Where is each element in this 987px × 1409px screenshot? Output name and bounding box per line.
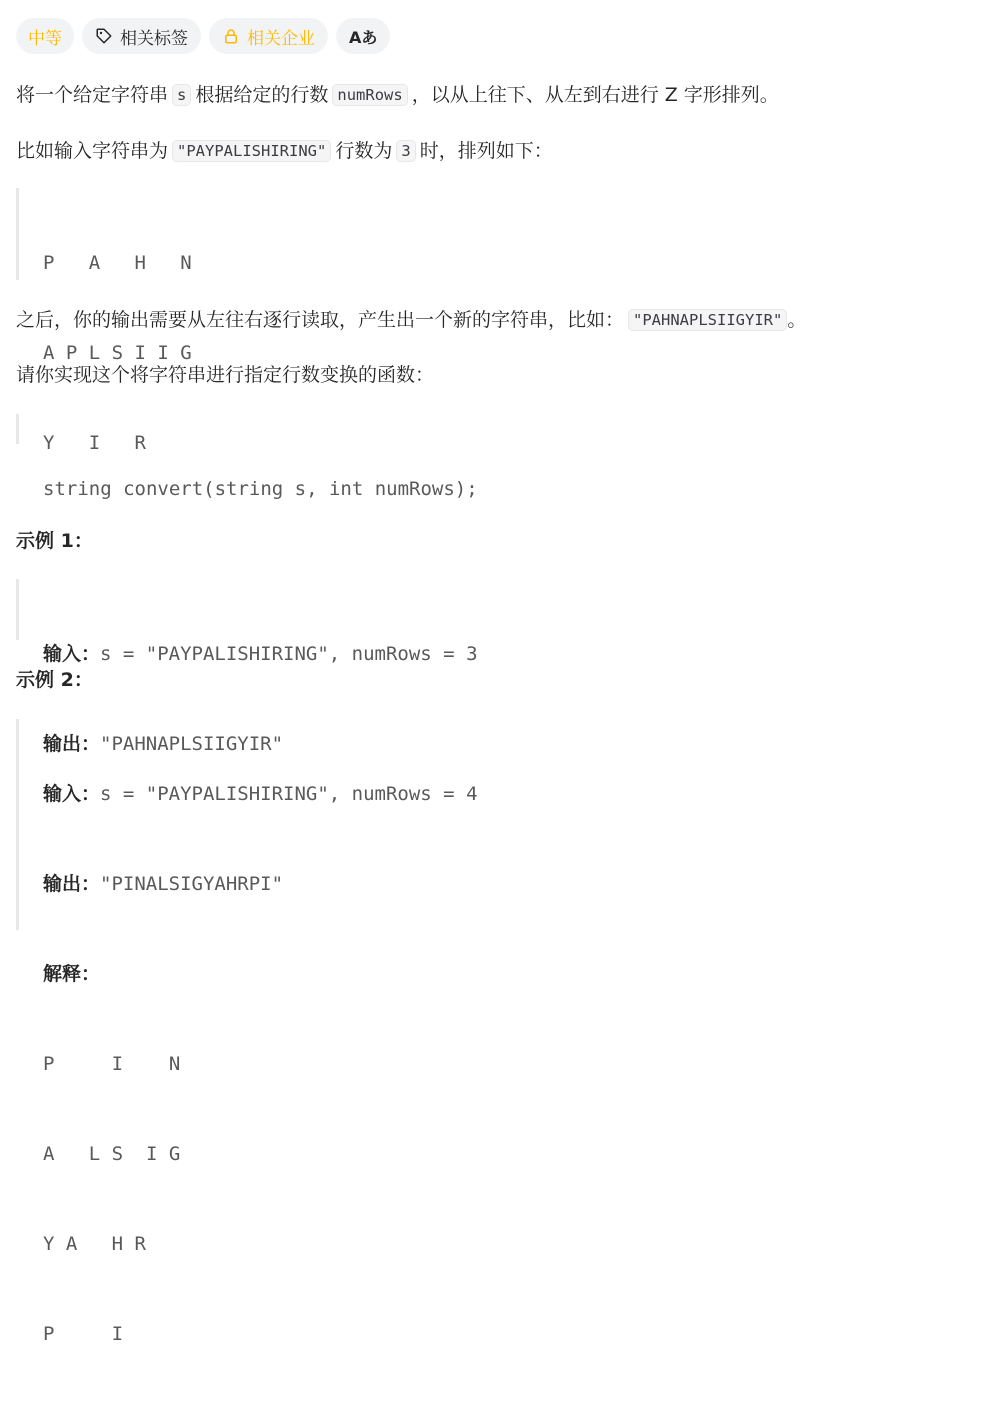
output-label: 输出：: [43, 733, 101, 755]
related-tags-label: 相关标签: [120, 28, 188, 49]
inline-code: "PAHNAPLSIIGYIR": [628, 309, 787, 331]
lock-icon: [222, 27, 240, 45]
translate-button[interactable]: [336, 18, 390, 54]
text: 时，排列如下：: [419, 140, 553, 162]
inline-code: "PAYPALISHIRING": [172, 140, 331, 162]
example-input-line: [43, 779, 478, 809]
tag-icon: [95, 27, 113, 45]
text: 之后，你的输出需要从左往右逐行读取，产生出一个新的字符串，比如：: [16, 309, 625, 331]
pattern-line: P A H N: [43, 252, 192, 274]
tag-chips: [16, 18, 390, 54]
example-1-title: 示例 1：: [16, 530, 93, 552]
example-2-block: [16, 719, 478, 1345]
description-paragraph-3: [16, 306, 806, 334]
explain-pattern-line: Y A H R: [43, 1233, 146, 1255]
example-explain-line: [43, 959, 478, 989]
explain-pattern-line: A L S I G: [43, 1143, 181, 1165]
example-2-title: 示例 2：: [16, 669, 93, 691]
function-signature-block: [16, 414, 478, 500]
text: 。: [787, 309, 807, 331]
text: ，以从上往下、从左到右进行 Z 字形排列。: [411, 84, 779, 106]
related-tags-button[interactable]: [82, 18, 201, 54]
zigzag-pattern-block: [16, 188, 192, 454]
text: 请你实现这个将字符串进行指定行数变换的函数：: [16, 364, 435, 386]
related-companies-label: 相关企业: [247, 28, 315, 49]
difficulty-label: 中等: [28, 28, 62, 49]
text: 比如输入字符串为: [16, 140, 169, 162]
explain-label: 解释：: [43, 963, 101, 985]
text: 根据给定的行数: [195, 84, 329, 106]
explain-pattern-line: P I N: [43, 1053, 181, 1075]
text: 将一个给定字符串: [16, 84, 169, 106]
example-input: s = "PAYPALISHIRING", numRows = 4: [100, 783, 478, 805]
example-output-line: [43, 869, 478, 899]
difficulty-badge: [16, 18, 74, 54]
example-input: s = "PAYPALISHIRING", numRows = 3: [100, 643, 478, 665]
example-output: "PAHNAPLSIIGYIR": [100, 733, 284, 755]
translate-icon: Aあ: [349, 27, 378, 47]
description-paragraph-1: [16, 81, 779, 109]
input-label: 输入：: [43, 643, 101, 665]
example-output: "PINALSIGYAHRPI": [100, 873, 284, 895]
description-paragraph-4: [16, 361, 434, 389]
related-companies-button[interactable]: [209, 18, 328, 54]
function-signature: string convert(string s, int numRows);: [43, 478, 478, 500]
pattern-line: A P L S I I G: [43, 342, 192, 364]
text: 行数为: [335, 140, 393, 162]
example-input-line: [43, 639, 478, 669]
pattern-line: Y I R: [43, 432, 146, 454]
output-label: 输出：: [43, 873, 101, 895]
inline-code: numRows: [332, 84, 407, 106]
input-label: 输入：: [43, 783, 101, 805]
inline-code: s: [172, 84, 191, 106]
explain-pattern-line: P I: [43, 1323, 124, 1345]
inline-code: 3: [396, 140, 415, 162]
description-paragraph-2: [16, 137, 553, 165]
